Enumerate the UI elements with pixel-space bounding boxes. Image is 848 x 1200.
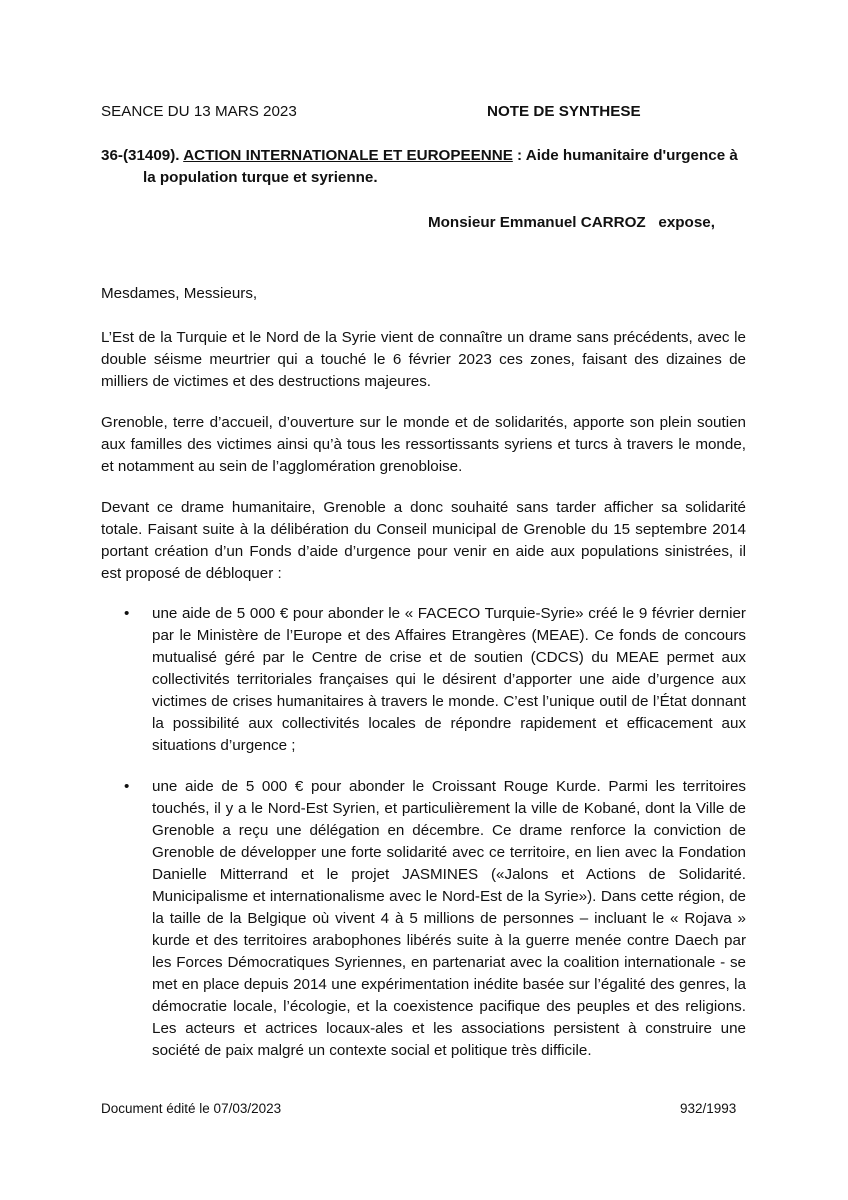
deliberation-subject: Aide humanitaire d'urgence à — [525, 147, 738, 164]
list-item: une aide de 5 000 € pour abonder le « FACECO Turquie-Syrie» créé le 9 février dernier par le Ministère de l’Europe et des Affaires Etrangères (MEAE). Ce fonds de concours mutualisé géré par le Centre de crise et de soutien (CDCS) du MEAE permet aux collectivités territoriales françaises qui le désirent d’apporter une aide d’urgence aux victimes de crises humanitaires à travers le monde. C’est l’unique outil de l’État donnant la possibilité aux collectivités locales de répondre rapidement et efficacement aux situations d’urgence ; — [152, 605, 746, 754]
session-date: SEANCE DU 13 MARS 2023 — [101, 103, 297, 120]
footer-edited-date: Document édité le 07/03/2023 — [101, 1101, 282, 1116]
deliberation-number: 36-(31409). — [101, 147, 180, 164]
paragraph-3: Devant ce drame humanitaire, Grenoble a donc souhaité sans tarder afficher sa solidarité totale. Faisant suite à la délibération du Conseil municipal de Grenoble du 15 septembre 2014 portant création d’un Fonds d’aide d’urgence pour venir en aide aux populations sinistrées, il est proposé de débloquer : — [101, 499, 746, 582]
note-type: NOTE DE SYNTHESE — [487, 103, 641, 120]
bullet-marker: • — [124, 778, 130, 795]
list-item: une aide de 5 000 € pour abonder le Croissant Rouge Kurde. Parmi les territoires touchés, il y a le Nord-Est Syrien, et particulièrement la ville de Kobané, dont la Ville de Grenoble a reçu une délégation en décembre. Ce drame renforce la conviction de Grenoble de développer une forte solidarité avec ce territoire, en lien avec la Fondation Danielle Mitterrand et le projet JASMINES («Jalons et Actions de Solidarité. Municipalisme et internationalisme avec le Nord-Est de la Syrie»). Dans cette région, de la taille de la Belgique où vivent 4 à 5 millions de personnes – incluant le « Rojava » kurde et des territoires arabophones libérés suite à la guerre menée contre Daech par les Forces Démocratiques Syriennes, en partenariat avec la coalition internationale - se met en place depuis 2014 une expérimentation inédite basée sur l’égalité des genres, la démocratie locale, l’écologie, et la coexistence pacifique des peuples et des religions. Les acteurs et actrices locaux-ales et les associations persistent à construire une société de paix malgré un contexte social et politique très difficile. — [152, 778, 746, 1059]
deliberation-title — [101, 145, 761, 189]
bullet-marker: • — [124, 605, 130, 622]
deliberation-section: ACTION INTERNATIONALE ET EUROPEENNE — [183, 147, 513, 164]
paragraph-1: L’Est de la Turquie et le Nord de la Syrie vient de connaître un drame sans précédents, avec le double séisme meurtrier qui a touché le 6 février 2023 ces zones, faisant des dizaines de milliers de victimes et des destructions majeures. — [101, 329, 746, 390]
page-number: 932/1993 — [680, 1101, 737, 1116]
title-separator: : — [512, 147, 526, 164]
salutation: Mesdames, Messieurs, — [101, 285, 258, 302]
paragraph-2: Grenoble, terre d’accueil, d’ouverture sur le monde et de solidarités, apporte son plein soutien aux familles des victimes ainsi qu’à tous les ressortissants syriens et turcs à travers le monde, et notamment au sein de l’agglomération grenobloise. — [101, 414, 746, 475]
speaker: Monsieur Emmanuel CARROZ expose, — [428, 214, 715, 231]
deliberation-subject-cont: la population turque et syrienne. — [143, 169, 378, 186]
